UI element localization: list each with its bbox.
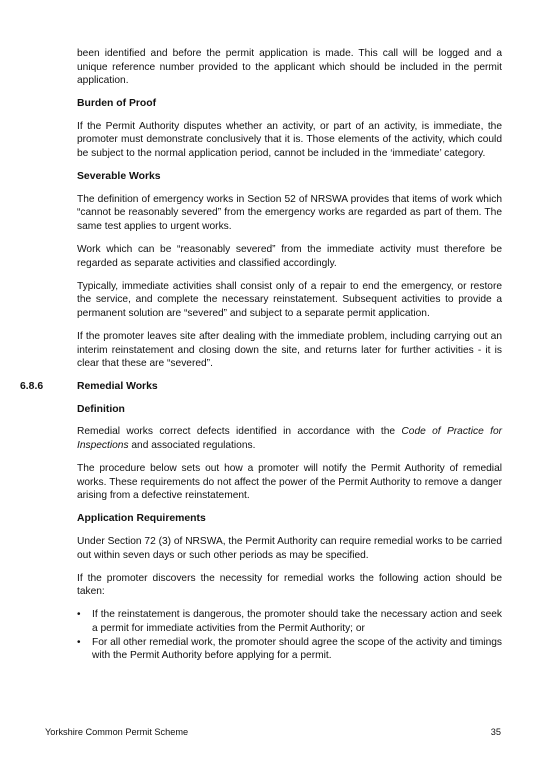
severable-works-paragraph-4: If the promoter leaves site after dealing with the immediate problem, including carrying out an interim reinstatement and closing down the site, and returns later for further activities - it is clear that these are “severed”. — [77, 331, 502, 370]
severable-works-heading: Severable Works — [77, 171, 161, 183]
application-paragraph-2: If the promoter discovers the necessity for remedial works the following action should be taken: — [77, 572, 502, 598]
list-item — [77, 608, 502, 635]
definition-text-before: Remedial works correct defects identified in accordance with the — [77, 426, 402, 438]
bullet-icon: • — [77, 609, 81, 621]
application-requirements-heading: Application Requirements — [77, 513, 206, 525]
code-of-practice-reference: Code of Practice for Inspections — [77, 426, 503, 452]
page-body — [20, 47, 503, 663]
burden-of-proof-paragraph: If the Permit Authority disputes whether an activity, or part of an activity, is immediate, the promoter must demonstrate conclusively that it is. Those elements of the activity, which could be subject to the normal application period, cannot be included in the ‘immediate’ category. — [77, 120, 502, 160]
intro-paragraph: been identified and before the permit application is made. This call will be logged and a unique reference number provided to the applicant which should be included in the permit application. — [77, 48, 502, 87]
severable-works-paragraph-2: Work which can be “reasonably severed” from the immediate activity must therefore be regarded as separate activities and classified accordingly. — [77, 244, 502, 269]
definition-text-after: and associated regulations. — [128, 440, 256, 452]
page-number: 35 — [490, 727, 501, 737]
action-list — [77, 608, 502, 662]
list-item-text: If the reinstatement is dangerous, the promoter should take the necessary action and seek a permit for immediate activities from the Permit Authority; or — [92, 609, 502, 634]
definition-heading: Definition — [77, 403, 125, 415]
list-item — [77, 636, 502, 663]
severable-works-paragraph-1: The definition of emergency works in Section 52 of NRSWA provides that items of work which “cannot be reasonably severed” from the emergency works are regarded as part of them. The same test applies to urgent works. — [77, 193, 502, 232]
section-heading — [20, 380, 502, 394]
bullet-icon: • — [77, 636, 81, 648]
application-paragraph-1: Under Section 72 (3) of NRSWA, the Permit Authority can require remedial works to be carried out within seven days or such other periods as may be specified. — [77, 536, 502, 561]
definition-paragraph-2: The procedure below sets out how a promoter will notify the Permit Authority of remedial works. These requirements do not affect the power of the Permit Authority to remove a danger arising from a defective reinstatement. — [77, 463, 502, 502]
section-number: 6.8.6 — [20, 381, 44, 393]
list-item-text: For all other remedial work, the promoter should agree the scope of the activity and timings with the Permit Authority before applying for a permit. — [92, 636, 502, 662]
section-title: Remedial Works — [77, 381, 158, 393]
severable-works-paragraph-3: Typically, immediate activities shall consist only of a repair to end the emergency, or restore the service, and complete the necessary reinstatement. Subsequent activities to provide a permanent solution are “severed” and subject to a separate permit application. — [77, 280, 502, 319]
burden-of-proof-heading: Burden of Proof — [77, 98, 157, 110]
page-footer — [45, 727, 501, 737]
footer-document-title: Yorkshire Common Permit Scheme — [45, 727, 189, 737]
definition-paragraph-1 — [77, 425, 502, 452]
